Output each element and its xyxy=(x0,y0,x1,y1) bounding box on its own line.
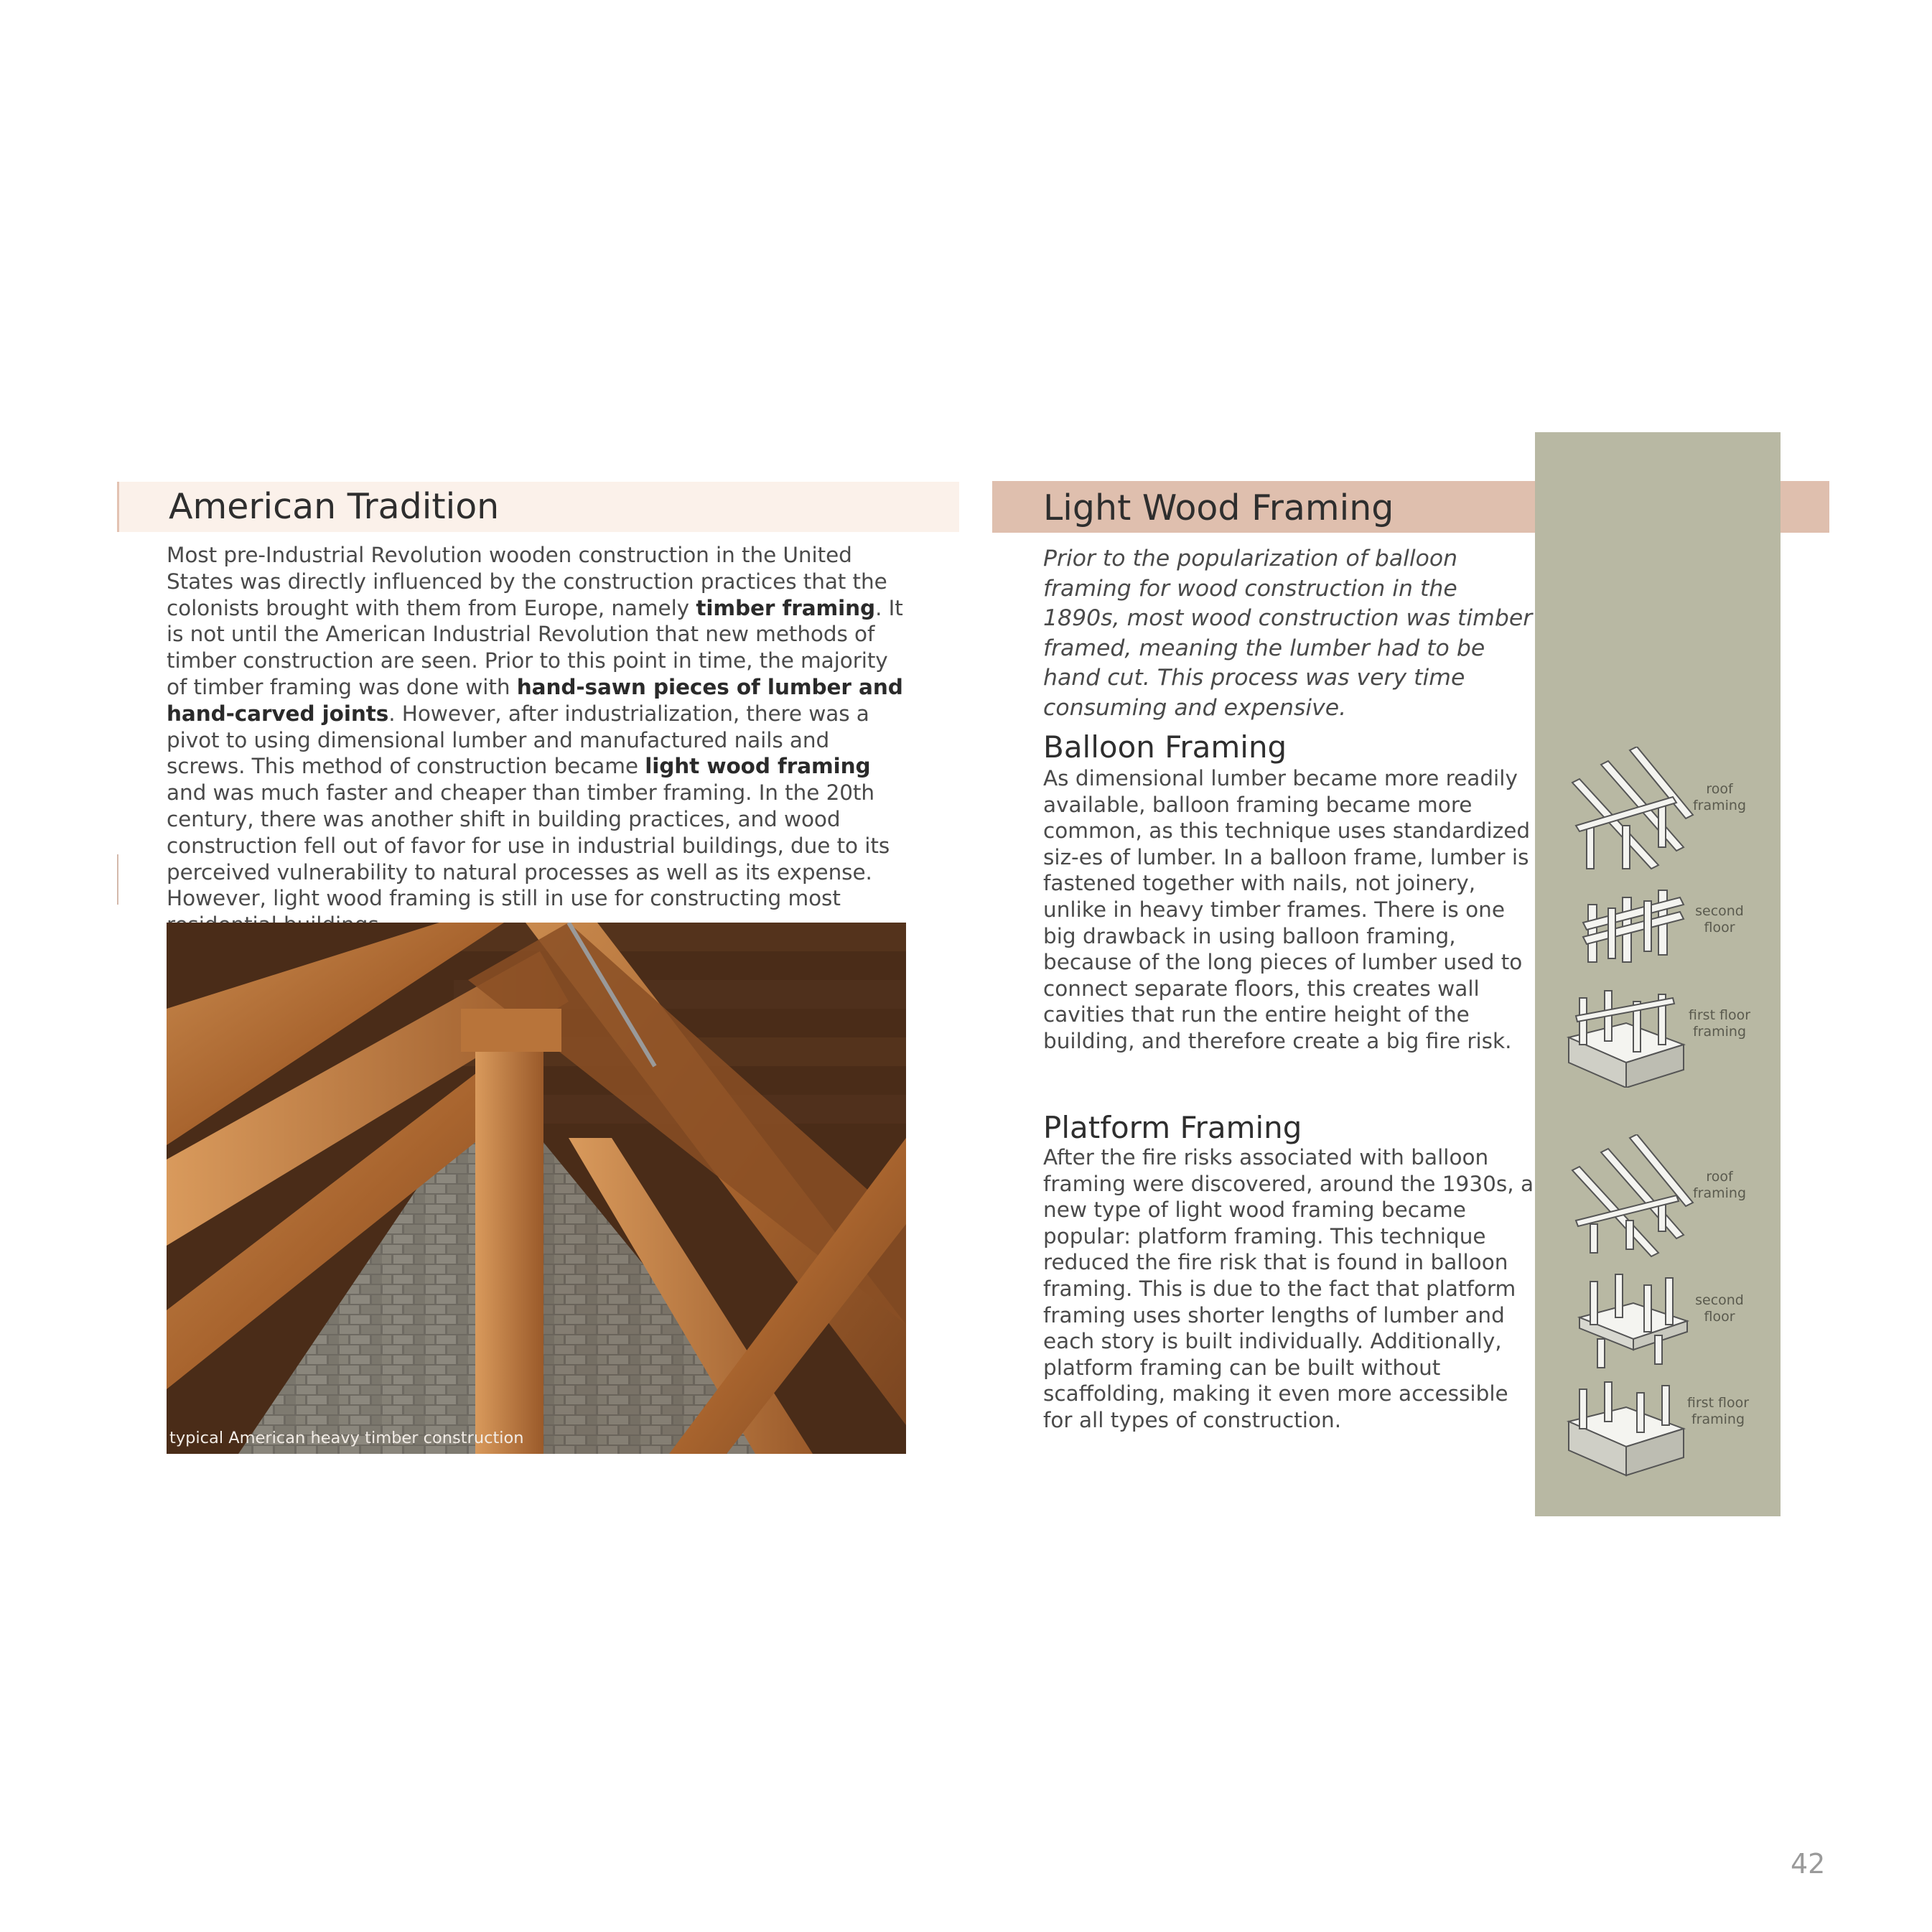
balloon-second-floor-diagram xyxy=(1579,883,1687,966)
balloon-framing-heading: Balloon Framing xyxy=(1043,729,1287,765)
diagram-label-first: first floor framing xyxy=(1688,1007,1751,1040)
body-emphasis: timber framing xyxy=(696,595,876,620)
balloon-framing-body: As dimensional lumber became more readily available, balloon framing became more common, as this technique uses standardized siz-es of lumber. In a balloon frame, lumber is fastened together with nails, not joinery, unlike in heavy timber frames. There is one big drawback in using balloon framing, because of the long pieces of lumber used to connect separate floors, this creates wall cavities that run the entire height of the building, and therefore create a big fire risk. xyxy=(1043,766,1531,1053)
section-title: Light Wood Framing xyxy=(1043,487,1394,528)
body-text: and was much faster and cheaper than timber framing. In the 20th century, there was another shift in building practices, and wood construction fell out of favor for use in industrial buildings, due to its perceived vulnerability to natural processes as well as its expense. However, light wood framing is still in use for constructing most xyxy=(167,780,890,911)
intro-paragraph: Prior to the popularization of balloon framing for wood construction in the 1890s, most wood construction was timber framed, meaning the lumber had to be hand cut. This process was very time consuming and expensive. xyxy=(1043,546,1533,721)
platform-first-floor-diagram xyxy=(1565,1378,1687,1479)
body-text: . However, after industrialization, there was a pivot to using dimensional lumber and manufactured nails and screws. This method of construction became xyxy=(167,701,869,779)
platform-framing-heading: Platform Framing xyxy=(1043,1110,1302,1145)
page-number: 42 xyxy=(1791,1848,1826,1880)
balloon-roof-diagram xyxy=(1565,747,1694,872)
platform-second-floor-diagram xyxy=(1576,1271,1691,1371)
diagram-label-roof: roof framing xyxy=(1692,781,1747,813)
section-title: American Tradition xyxy=(169,486,500,527)
timber-roof-photo xyxy=(167,923,906,1454)
diagram-label-first: first floor framing xyxy=(1686,1395,1750,1427)
diagram-label-roof: roof framing xyxy=(1692,1169,1747,1201)
diagram-label-second: second floor xyxy=(1695,903,1744,935)
platform-roof-diagram xyxy=(1565,1134,1694,1260)
margin-mark xyxy=(117,854,118,905)
body-paragraph xyxy=(167,542,906,938)
diagram-label-second: second floor xyxy=(1695,1292,1744,1325)
body-emphasis: hand-sawn pieces of lumber and hand-carved joints xyxy=(167,674,903,726)
body-text: . It is not until the American Industrial Revolution that new methods of timber construction are seen. Prior to this point in time, the majority of timber framing was done with xyxy=(167,595,903,699)
platform-framing-body: After the fire risks associated with balloon framing were discovered, around the 1930s, a new type of light wood framing became popular: platform framing. This technique reduced the fire risk that is found in balloon framing. This is due to the fact that platform framing uses shorter lengths of lumber and each story is built individually. Additionally, platform framing can be built without scaffolding, making it even more accessible for all types of construction. xyxy=(1043,1145,1534,1432)
body-text: Most pre-Industrial Revolution wooden construction in the United States was directly influenced by the construction practices that the colonists brought with them from Europe, namely xyxy=(167,543,887,620)
balloon-first-floor-diagram xyxy=(1565,984,1687,1088)
photo-caption: typical American heavy timber construction xyxy=(169,1429,524,1447)
body-emphasis: light wood framing xyxy=(645,754,871,779)
